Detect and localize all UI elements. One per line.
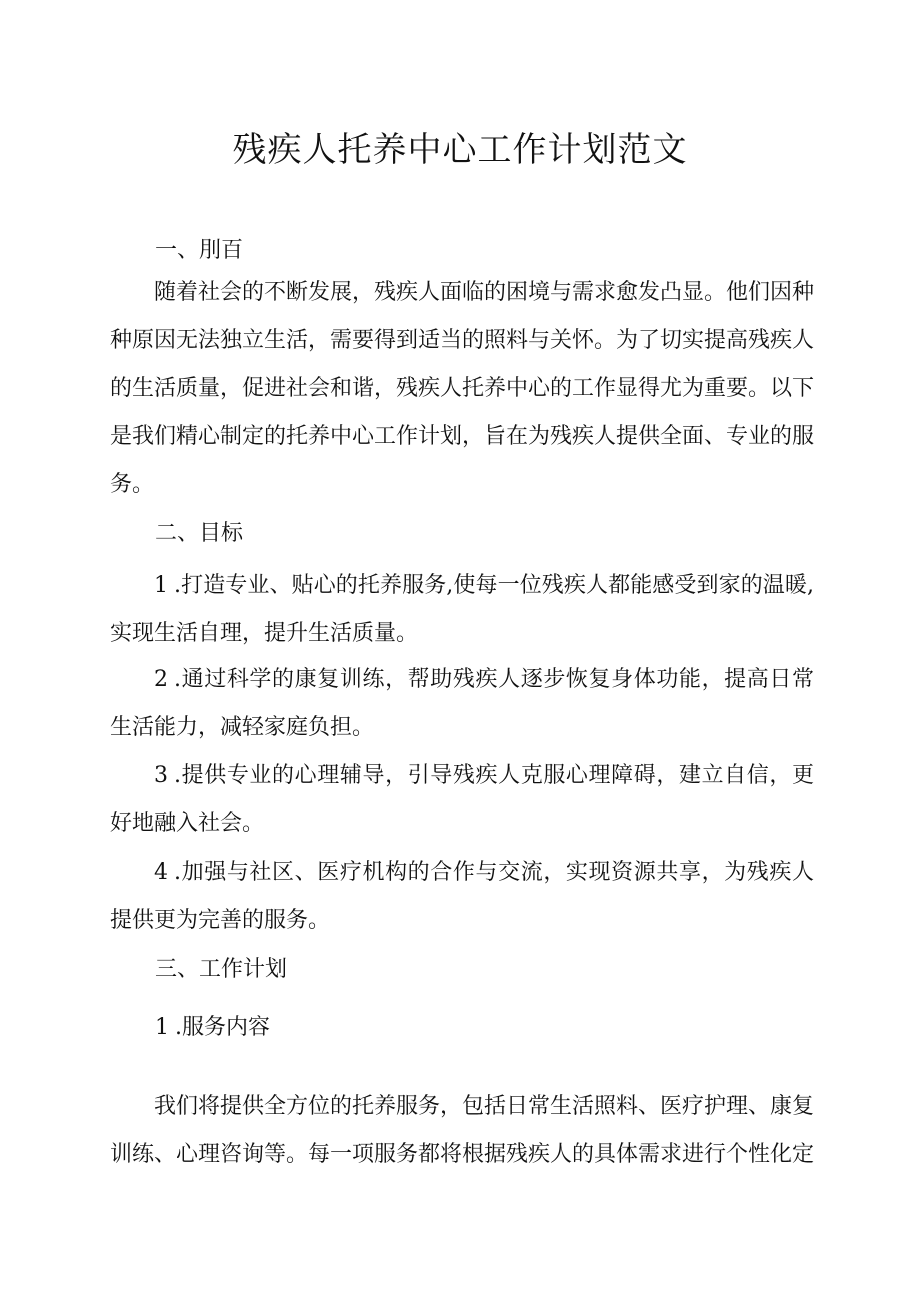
goal-item-text: .通过科学的康复训练，帮助残疾人逐步恢复身体功能，提高日常生活能力，减轻家庭负担。	[110, 667, 814, 740]
goal-item-text: .加强与社区、医疗机构的合作与交流，实现资源共享，为残疾人提供更为完善的服务。	[110, 860, 814, 933]
goal-item-3	[110, 752, 814, 848]
section-heading-preface: 一、刖百	[155, 238, 244, 263]
goal-item-text: .打造专业、贴心的托养服务,使每一位残疾人都能感受到家的温暖,实现生活自理，提升生活质量。	[110, 573, 814, 646]
goal-item-number: 2	[154, 667, 168, 692]
goal-item-number: 1	[154, 573, 168, 598]
subsection-heading-services	[155, 1004, 270, 1052]
goal-item-2	[110, 656, 814, 752]
goal-item-number: 4	[154, 860, 168, 885]
goal-item-number: 3	[154, 763, 168, 788]
document-title: 残疾人托养中心工作计划范文	[232, 130, 688, 170]
goal-item-4	[110, 849, 814, 945]
goal-item-text: .提供专业的心理辅导，引导残疾人克服心理障碍，建立自信，更好地融入社会。	[110, 763, 814, 836]
subsection-title: .服务内容	[175, 1015, 270, 1040]
preface-paragraph: 随着社会的不断发展，残疾人面临的困境与需求愈发凸显。他们因种种原因无法独立生活，需要得到适当的照料与关怀。为了切实提高残疾人的生活质量，促进社会和谐，残疾人托养中心的工作显得尤为重要。以下是我们精心制定的托养中心工作计划，旨在为残疾人提供全面、专业的服务。	[110, 280, 815, 497]
section-heading-goals: 二、目标	[155, 521, 244, 546]
goal-item-1	[110, 562, 814, 658]
section-heading-work-plan: 三、工作计划	[155, 957, 288, 982]
subsection-number: 1	[155, 1015, 169, 1040]
services-paragraph: 我们将提供全方位的托养服务，包括日常生活照料、医疗护理、康复训练、心理咨询等。每一项服务都将根据残疾人的具体需求进行个性化定	[110, 1094, 815, 1167]
